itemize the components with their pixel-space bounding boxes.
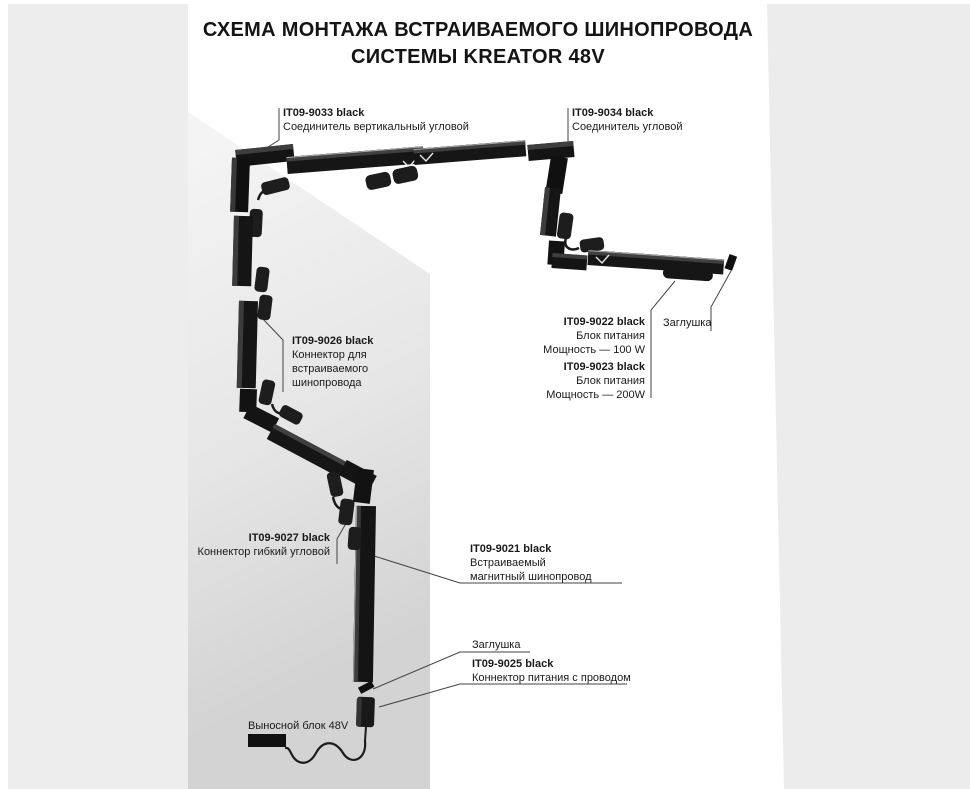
part-description: Коннектор питания с проводом [472,672,631,684]
part-number: IT09-9021 black [470,543,552,555]
part-description: Блок питания [576,375,645,387]
label-track [470,542,592,584]
track-segment-ceiling-2 [413,140,526,165]
part-description: Заглушка [663,317,712,329]
mini-connector-pair [365,165,420,191]
part-description: Заглушка [472,639,521,651]
label-recessed-connector [292,334,373,390]
part-description: шинопровода [292,377,362,389]
label-endcap-top [663,316,711,330]
corner-connector-9034 [527,141,574,194]
part-description: Блок питания [576,330,645,342]
part-number: IT09-9022 black [563,316,645,328]
part-description: Соединитель вертикальный угловой [283,121,469,133]
page-title [188,17,768,71]
part-description: Коннектор гибкий угловой [197,546,330,558]
part-description: Выносной блок 48V [248,720,349,732]
part-description: Мощность — 100 W [543,344,645,356]
label-power-connector [472,657,631,685]
part-description: Коннектор для [292,349,367,361]
part-description: встраиваемого [292,363,369,375]
label-flex-corner [198,531,330,559]
leader-psu [651,281,675,398]
title-line-2: СИСТЕМЫ KREATOR 48V [350,46,605,68]
part-description: Соединитель угловой [572,121,683,133]
left-wall [8,4,188,789]
leader-endcap-top [711,271,731,331]
remote-power-block [248,734,286,747]
part-number: IT09-9033 black [283,107,365,119]
track-segment-wall-1 [232,216,253,286]
part-number: IT09-9034 black [572,107,654,119]
label-psu-200 [546,360,645,402]
part-number: IT09-9025 black [472,658,554,670]
title-line-1: СХЕМА МОНТАЖА ВСТРАИВАЕМОГО ШИНОПРОВОДА [202,19,754,41]
part-number: IT09-9026 black [292,335,374,347]
track-segment-wall-2 [237,301,258,388]
label-corner-vertical [283,106,469,134]
label-remote-block [248,719,348,733]
part-description: Мощность — 200W [546,389,645,401]
label-psu-100 [543,315,645,357]
part-number: IT09-9023 black [563,361,645,373]
part-description: магнитный шинопровод [470,571,592,583]
label-corner [572,106,683,134]
part-number: IT09-9027 black [248,532,330,544]
mini-connector-track-top [347,527,362,551]
right-wall [767,4,970,789]
label-endcap-bottom [472,638,520,652]
part-description: Встраиваемый [470,557,546,569]
end-cap-top-right [725,254,738,271]
